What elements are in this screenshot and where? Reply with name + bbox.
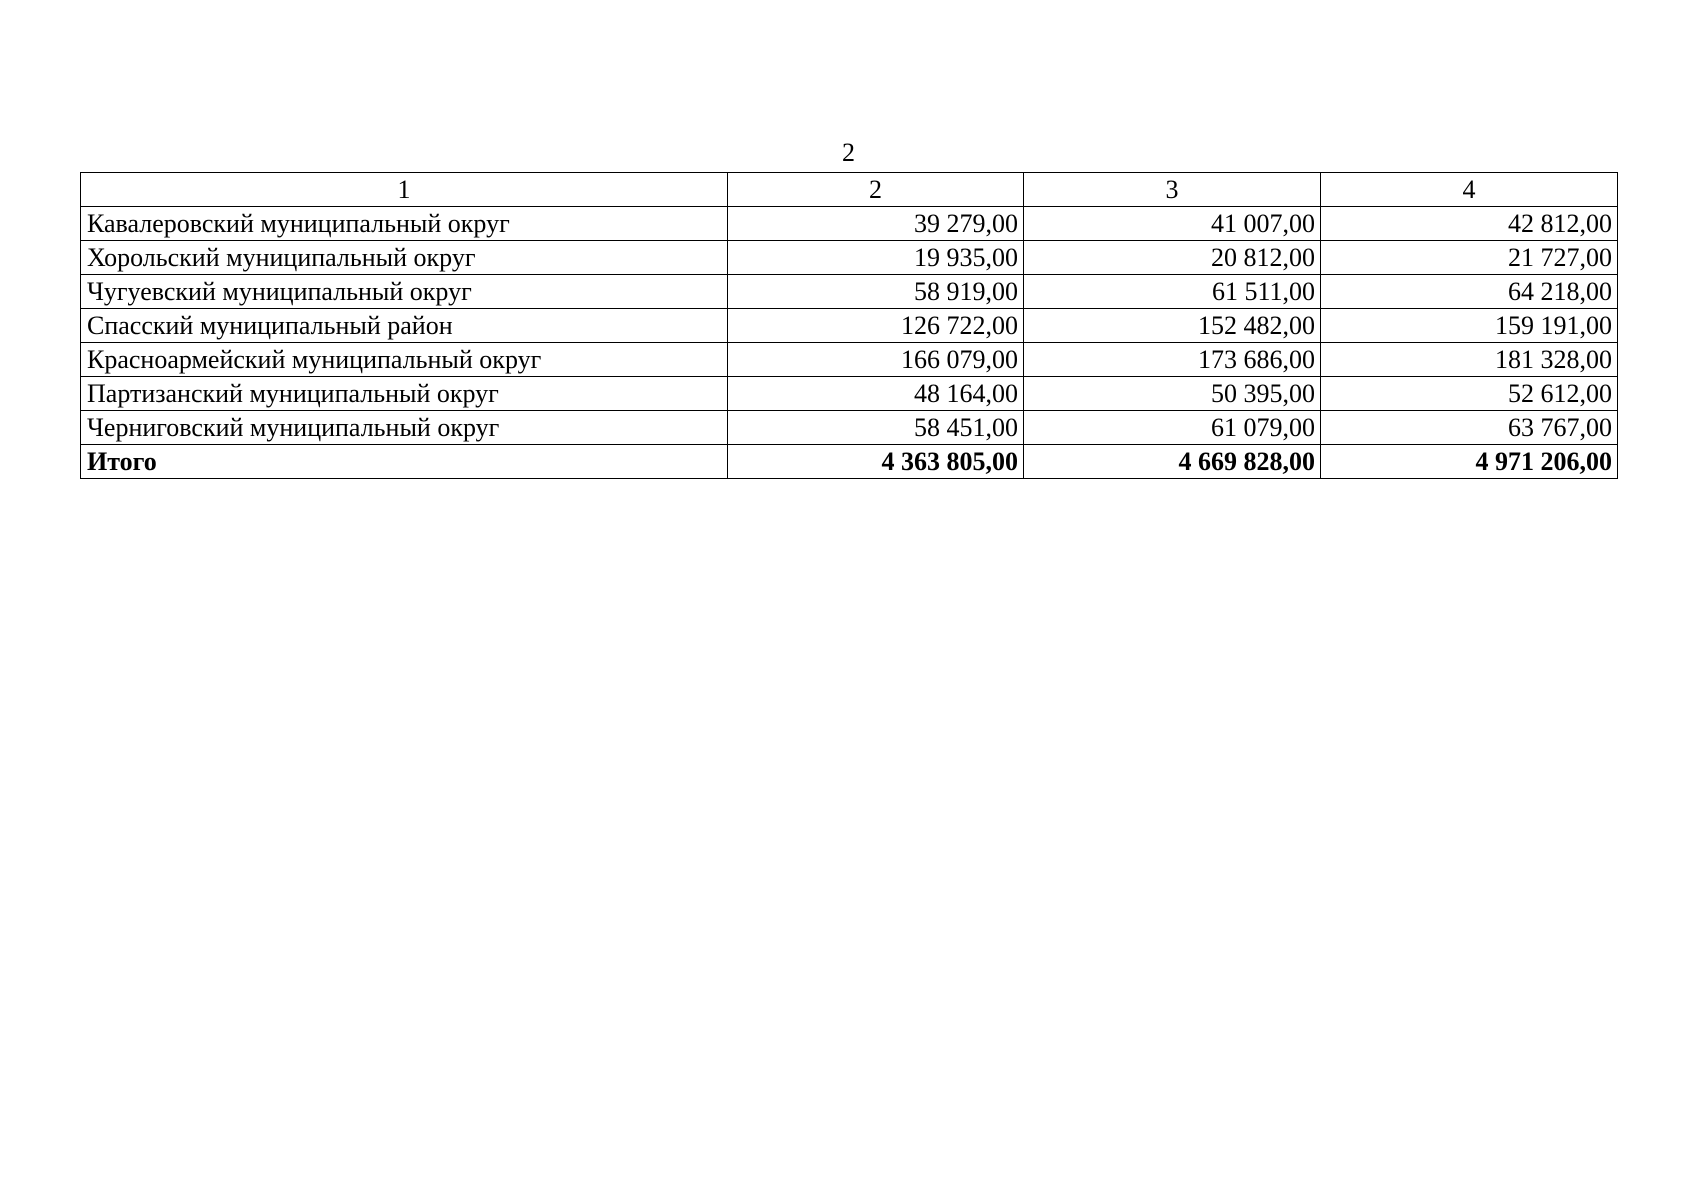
- column-number-row: [81, 173, 1618, 207]
- value-cell: 41 007,00: [1024, 207, 1321, 241]
- total-value-cell: 4 669 828,00: [1024, 445, 1321, 479]
- value-cell: 20 812,00: [1024, 241, 1321, 275]
- page-number: [0, 138, 1698, 168]
- table-row: [81, 343, 1618, 377]
- total-label-cell: Итого: [81, 445, 728, 479]
- value-cell: 61 079,00: [1024, 411, 1321, 445]
- total-value-cell: 4 363 805,00: [728, 445, 1024, 479]
- column-number-cell: 2: [728, 173, 1024, 207]
- value-cell: 61 511,00: [1024, 275, 1321, 309]
- page-number-text: 2: [842, 138, 855, 167]
- value-cell: 58 919,00: [728, 275, 1024, 309]
- value-cell: 166 079,00: [728, 343, 1024, 377]
- total-row: [81, 445, 1618, 479]
- value-cell: 21 727,00: [1321, 241, 1618, 275]
- value-cell: 58 451,00: [728, 411, 1024, 445]
- column-number-cell: 4: [1321, 173, 1618, 207]
- municipality-name-cell: Спасский муниципальный район: [81, 309, 728, 343]
- municipality-name-cell: Черниговский муниципальный округ: [81, 411, 728, 445]
- value-cell: 63 767,00: [1321, 411, 1618, 445]
- value-cell: 48 164,00: [728, 377, 1024, 411]
- value-cell: 19 935,00: [728, 241, 1024, 275]
- municipality-name-cell: Партизанский муниципальный округ: [81, 377, 728, 411]
- column-number-cell: 3: [1024, 173, 1321, 207]
- value-cell: 64 218,00: [1321, 275, 1618, 309]
- value-cell: 52 612,00: [1321, 377, 1618, 411]
- value-cell: 42 812,00: [1321, 207, 1618, 241]
- table-row: [81, 309, 1618, 343]
- value-cell: 39 279,00: [728, 207, 1024, 241]
- data-table: [80, 172, 1618, 479]
- total-value-cell: 4 971 206,00: [1321, 445, 1618, 479]
- value-cell: 173 686,00: [1024, 343, 1321, 377]
- column-number-cell: 1: [81, 173, 728, 207]
- municipality-name-cell: Красноармейский муниципальный округ: [81, 343, 728, 377]
- table-row: [81, 241, 1618, 275]
- value-cell: 181 328,00: [1321, 343, 1618, 377]
- table-row: [81, 411, 1618, 445]
- table-row: [81, 377, 1618, 411]
- table-row: [81, 275, 1618, 309]
- municipality-name-cell: Кавалеровский муниципальный округ: [81, 207, 728, 241]
- table-row: [81, 207, 1618, 241]
- value-cell: 152 482,00: [1024, 309, 1321, 343]
- municipality-name-cell: Хорольский муниципальный округ: [81, 241, 728, 275]
- municipality-name-cell: Чугуевский муниципальный округ: [81, 275, 728, 309]
- value-cell: 159 191,00: [1321, 309, 1618, 343]
- value-cell: 50 395,00: [1024, 377, 1321, 411]
- value-cell: 126 722,00: [728, 309, 1024, 343]
